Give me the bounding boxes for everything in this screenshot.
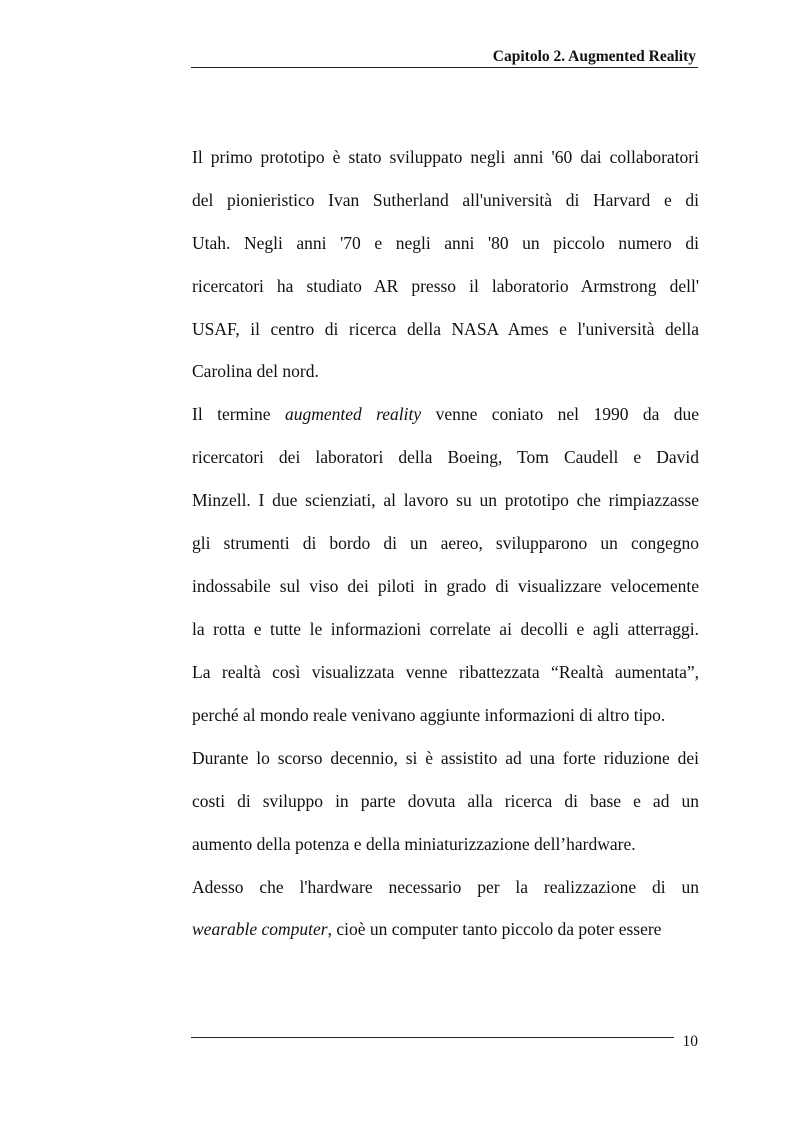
body-line-9: Minzell. I due scienziati, al lavoro su un prototipo che rimpiazzasse [192,490,699,510]
running-header-title: Capitolo 2. Augmented Reality [492,48,696,65]
body-line-6: Carolina del nord. [192,361,319,381]
body-line-19-rest: , cioè un computer tanto piccolo da poter essere [327,919,662,939]
body-line-7-rest: venne coniato nel 1990 da due [435,404,700,424]
body-line-18: Adesso che l'hardware necessario per la realizzazione di un [192,877,699,897]
body-line-7-prefix: Il termine [192,404,271,424]
body-line-1: Il primo prototipo è stato sviluppato negli anni '60 dai collaboratori [192,147,699,167]
body-line-8: ricercatori dei laboratori della Boeing, Tom Caudell e David [192,447,699,467]
body-line-11: indossabile sul viso dei piloti in grado di visualizzare velocemente [192,576,699,596]
body-line-5: USAF, il centro di ricerca della NASA Ames e l'università della [192,319,699,339]
body-line-13: La realtà così visualizzata venne ribattezzata “Realtà aumentata”, [192,662,699,682]
body-line-7 [192,403,699,425]
body-line-19 [192,918,699,940]
body-line-14: perché al mondo reale venivano aggiunte informazioni di altro tipo. [192,705,666,725]
term-wearable-computer: wearable computer [192,919,328,939]
body-line-17: aumento della potenza e della miniaturizzazione dell’hardware. [192,834,636,854]
footer-divider [191,1037,674,1038]
body-line-2: del pionieristico Ivan Sutherland all'università di Harvard e di [192,190,699,210]
body-line-16: costi di sviluppo in parte dovuta alla ricerca di base e ad un [192,791,699,811]
body-line-3: Utah. Negli anni '70 e negli anni '80 un piccolo numero di [192,233,699,253]
body-line-10: gli strumenti di bordo di un aereo, svilupparono un congegno [192,533,699,553]
header-divider [191,67,698,68]
body-line-12: la rotta e tutte le informazioni correlate ai decolli e agli atterraggi. [192,619,699,639]
body-line-15: Durante lo scorso decennio, si è assistito ad una forte riduzione dei [192,748,699,768]
term-augmented-reality: augmented reality [284,404,422,424]
body-line-4: ricercatori ha studiato AR presso il laboratorio Armstrong dell' [192,276,699,296]
page-number: 10 [682,1033,698,1050]
